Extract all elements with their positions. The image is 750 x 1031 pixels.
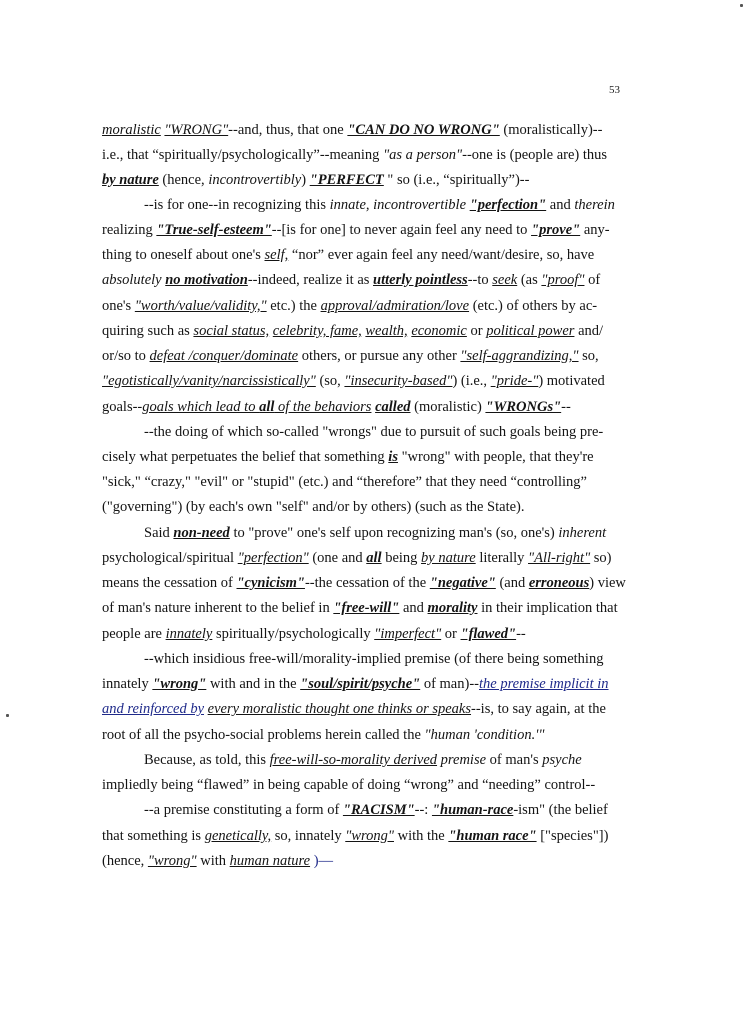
text-run: called — [375, 399, 411, 415]
text-run: "negative" — [429, 575, 496, 591]
text-run: "sick," “crazy," "evil" or "stupid" (etc.) and “therefore” that they need “controlling” — [102, 474, 587, 490]
text-run: incontrovertibly — [208, 172, 302, 188]
text-run: "proof" — [541, 272, 585, 288]
text-run: with the — [393, 828, 449, 844]
text-run: or — [441, 626, 461, 642]
text-run: --[is for one] to never again feel any need to — [271, 222, 532, 238]
text-line — [102, 347, 622, 366]
text-run: "insecurity-based" — [344, 373, 453, 389]
text-run: self, — [264, 247, 289, 263]
text-run: "as a person" — [383, 147, 463, 163]
text-run: in their implication that — [477, 600, 618, 616]
text-run: "True-self-esteem" — [156, 222, 272, 238]
text-run: "RACISM" — [342, 802, 415, 818]
text-line — [102, 246, 622, 265]
text-run: (moralistic) — [410, 399, 486, 415]
text-run: "prove" — [531, 222, 581, 238]
text-run: i.e., that “spiritually/psychologically”--meaning — [102, 147, 384, 163]
text-run: " so (i.e., “spiritually”)-- — [383, 172, 530, 188]
text-run: of the behaviors — [274, 399, 372, 415]
text-line — [144, 801, 664, 820]
text-run: of — [584, 272, 601, 288]
text-run: by nature — [102, 172, 159, 188]
text-run: "flawed" — [460, 626, 517, 642]
text-run: (as — [517, 272, 542, 288]
text-run: free-will-so-morality derived — [269, 752, 438, 768]
text-run: absolutely — [102, 272, 166, 288]
text-line — [102, 297, 622, 316]
text-run: "egotistically/vanity/narcissistically" — [102, 373, 316, 389]
text-line — [102, 549, 622, 568]
text-run: innately — [165, 626, 213, 642]
text-run: thing to oneself about one's — [102, 247, 265, 263]
text-run: psychological/spiritual — [102, 550, 238, 566]
text-run: --the doing of which so-called "wrongs" due to pursuit of such goals being pre- — [144, 424, 604, 440]
text-run: is — [388, 449, 398, 465]
text-run: moralistic — [102, 122, 161, 138]
text-run: quiring such as — [102, 323, 194, 339]
text-run: utterly pointless — [373, 272, 468, 288]
text-run: "soul/spirit/psyche" — [300, 676, 421, 692]
text-run: "WRONGs" — [485, 399, 562, 415]
text-run: Because, as told, this — [144, 752, 270, 768]
text-run: and — [399, 600, 428, 616]
text-run: social status, — [193, 323, 270, 339]
text-run: --a premise constituting a form of — [144, 802, 343, 818]
text-run: "free-will" — [333, 600, 400, 616]
text-run: (moralistically)-- — [499, 122, 603, 138]
text-run: goals-- — [102, 399, 143, 415]
text-run: --the cessation of the — [304, 575, 430, 591]
text-run: -- — [516, 626, 526, 642]
text-line — [102, 372, 622, 391]
text-line — [144, 196, 664, 215]
text-line — [102, 827, 622, 846]
text-run: of man's nature inherent to the belief in — [102, 600, 334, 616]
text-run: ) motivated — [538, 373, 605, 389]
text-run: cisely what perpetuates the belief that something — [102, 449, 389, 465]
text-run: (one and — [308, 550, 367, 566]
text-run: "wrong" — [147, 853, 197, 869]
text-run: realizing — [102, 222, 157, 238]
text-run: (and — [495, 575, 529, 591]
text-run: "human 'condition.'" — [424, 727, 545, 743]
text-line — [102, 146, 622, 165]
text-line — [144, 650, 664, 669]
text-run: "perfection" — [469, 197, 547, 213]
text-run: ) view — [589, 575, 626, 591]
text-run: others, or pursue any other — [298, 348, 461, 364]
text-run: "human race" — [448, 828, 537, 844]
text-run: every moralistic thought one thinks or speaks — [207, 701, 472, 717]
text-run: root of all the psycho-social problems herein called the — [102, 727, 425, 743]
text-run: all — [259, 399, 275, 415]
text-run: or/so to — [102, 348, 150, 364]
text-run: "wrong" — [345, 828, 394, 844]
text-run: approval/admiration/love — [320, 298, 470, 314]
margin-mark — [6, 714, 9, 717]
text-line — [102, 574, 626, 593]
text-run: so) — [590, 550, 612, 566]
text-run: --to — [467, 272, 493, 288]
text-line — [102, 852, 622, 871]
text-run: "WRONG" — [164, 122, 229, 138]
text-line — [102, 599, 622, 618]
text-run: and — [546, 197, 575, 213]
text-line — [102, 625, 622, 644]
text-run: political power — [486, 323, 575, 339]
text-run: "imperfect" — [374, 626, 442, 642]
text-line — [102, 726, 622, 745]
text-run: one's — [102, 298, 135, 314]
text-run: ) (i.e., — [452, 373, 491, 389]
text-run: to "prove" one's self upon recognizing man's (so, one's) — [229, 525, 559, 541]
text-run: innately — [102, 676, 153, 692]
text-run: erroneous — [528, 575, 590, 591]
text-run: or — [466, 323, 487, 339]
text-run: impliedly being “flawed” in being capable of doing “wrong” and “needing” control-- — [102, 777, 596, 793]
text-run: "perfection" — [237, 550, 309, 566]
text-run: --indeed, realize it as — [247, 272, 374, 288]
text-line — [102, 221, 622, 240]
text-run: )— — [310, 853, 334, 869]
text-run: ("governing") (by each's own "self" and/or by others) (such as the State). — [102, 499, 525, 515]
text-run: --which insidious free-will/morality-implied premise (of there being something — [144, 651, 604, 667]
text-run: "cynicism" — [236, 575, 305, 591]
text-run: so, innately — [271, 828, 346, 844]
text-run: human nature — [229, 853, 311, 869]
text-run: Said — [144, 525, 174, 541]
text-line — [102, 171, 622, 190]
text-run: "CAN DO NO WRONG" — [347, 122, 500, 138]
text-line — [102, 473, 622, 492]
text-run: means the cessation of — [102, 575, 237, 591]
text-run: premise — [440, 752, 487, 768]
text-run: ["species"]) — [536, 828, 609, 844]
text-run: no motivation — [165, 272, 248, 288]
text-run: "pride-" — [490, 373, 539, 389]
text-run: with and in the — [206, 676, 301, 692]
text-run: “nor” ever again feel any need/want/desire, so, have — [288, 247, 595, 263]
text-run: (hence, — [102, 853, 148, 869]
text-run: --is for one--in recognizing this — [144, 197, 330, 213]
text-run: so, — [578, 348, 599, 364]
text-run: by nature — [421, 550, 476, 566]
text-run: and/ — [574, 323, 604, 339]
text-line — [102, 498, 622, 517]
text-run: all — [366, 550, 382, 566]
text-run: and reinforced by — [102, 701, 205, 717]
text-run: that something is — [102, 828, 205, 844]
text-run: of man)-- — [420, 676, 479, 692]
text-run: being — [381, 550, 422, 566]
text-run: "wrong" with people, that they're — [397, 449, 594, 465]
text-run: -ism" (the belief — [513, 802, 608, 818]
text-line — [102, 322, 622, 341]
text-run: -- — [561, 399, 571, 415]
text-run: "worth/value/validity," — [134, 298, 267, 314]
text-run: non-need — [173, 525, 230, 541]
text-run: --and, thus, that one — [228, 122, 348, 138]
text-run: etc.) the — [266, 298, 321, 314]
text-run: (hence, — [158, 172, 209, 188]
text-line — [144, 751, 664, 770]
text-run: "human-race — [431, 802, 514, 818]
text-run: --: — [414, 802, 432, 818]
text-line — [144, 524, 664, 543]
text-run: the premise implicit in — [478, 676, 609, 692]
text-run: any- — [580, 222, 610, 238]
text-run: spiritually/psychologically — [212, 626, 375, 642]
text-run: celebrity, fame, — [272, 323, 362, 339]
text-run: goals which lead to — [142, 399, 260, 415]
text-run: wealth, — [365, 323, 408, 339]
text-line — [144, 423, 664, 442]
text-run: genetically, — [204, 828, 272, 844]
corner-mark — [740, 4, 743, 7]
text-run: "self-aggrandizing," — [460, 348, 579, 364]
text-run: "wrong" — [152, 676, 207, 692]
text-run: with — [196, 853, 230, 869]
text-run: morality — [427, 600, 478, 616]
text-run: economic — [411, 323, 467, 339]
text-line — [102, 700, 622, 719]
text-run: psyche — [542, 752, 582, 768]
text-run: literally — [475, 550, 529, 566]
text-run: therein — [574, 197, 615, 213]
text-run: "PERFECT — [309, 172, 384, 188]
text-run: seek — [492, 272, 518, 288]
text-run: (etc.) of others by ac- — [469, 298, 598, 314]
text-line — [102, 448, 622, 467]
text-line — [102, 271, 622, 290]
text-run: "All-right" — [528, 550, 591, 566]
text-run: ) — [301, 172, 310, 188]
text-line — [102, 121, 622, 140]
text-line — [102, 776, 622, 795]
text-run: --is, to say again, at the — [471, 701, 606, 717]
text-run: --one is (people are) thus — [462, 147, 608, 163]
text-run: inherent — [558, 525, 607, 541]
text-run: (so, — [315, 373, 345, 389]
text-line — [102, 675, 622, 694]
text-run: innate, incontrovertible — [329, 197, 467, 213]
text-run: people are — [102, 626, 166, 642]
text-run: of man's — [486, 752, 543, 768]
text-run: defeat /conquer/dominate — [149, 348, 299, 364]
text-line — [102, 398, 622, 417]
page-number: 53 — [609, 84, 620, 96]
